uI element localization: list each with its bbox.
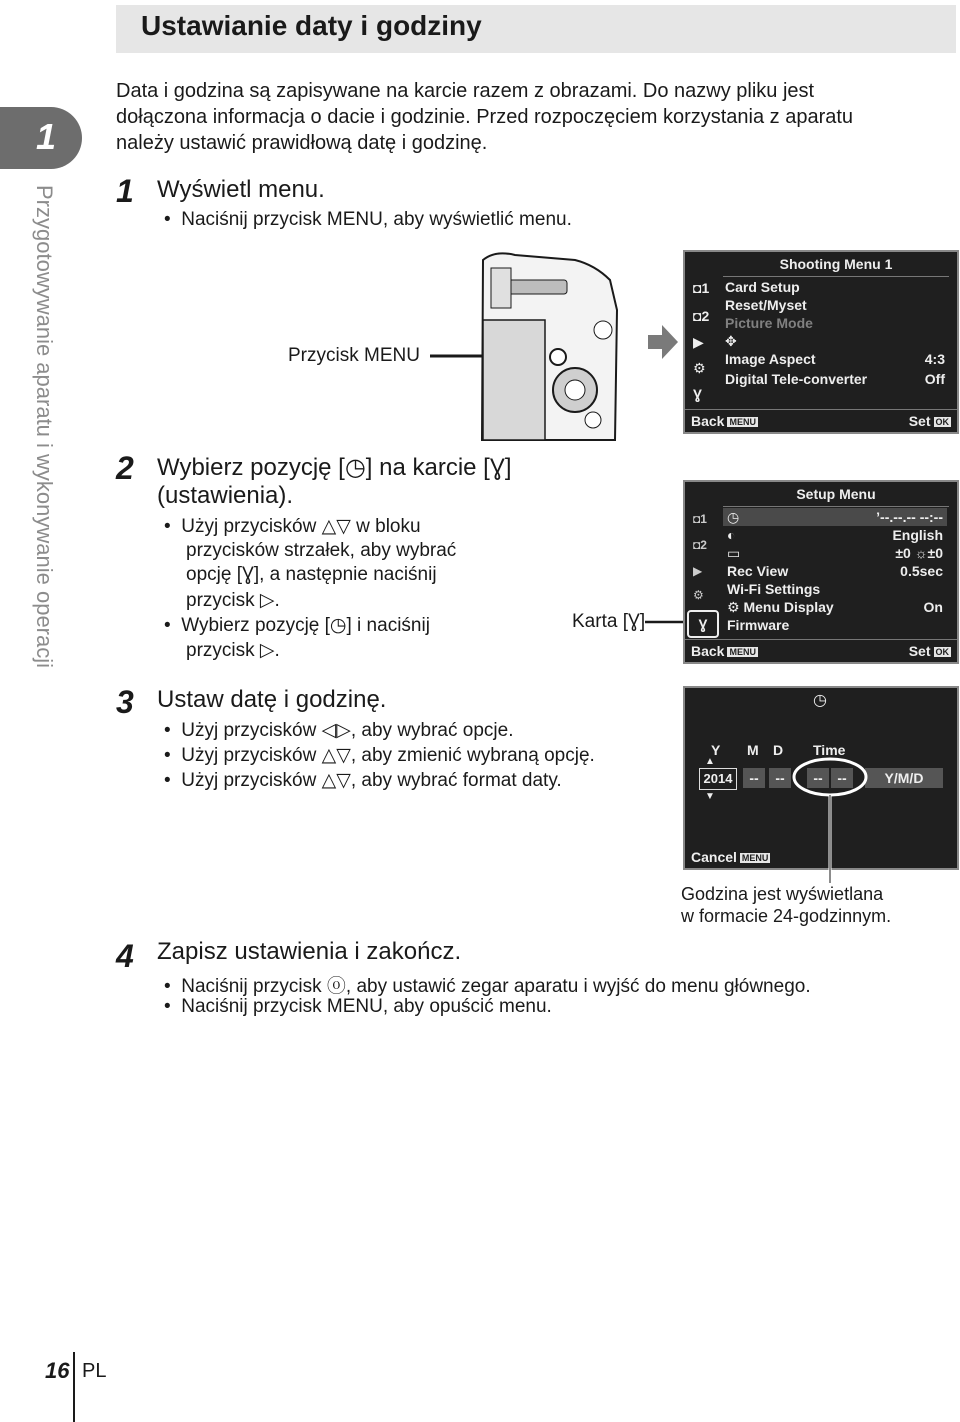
step-4-title: Zapisz ustawienia i zakończ. bbox=[157, 938, 462, 965]
step-3-bullet-2: • Użyj przycisków △▽, aby zmienić wybraną opcję. bbox=[164, 745, 595, 766]
arrow-right-icon bbox=[648, 325, 678, 359]
col-year: Y bbox=[711, 742, 721, 758]
clock-icon: ◷ bbox=[813, 692, 827, 709]
step-3-bullet-1-text: Użyj przycisków ◁▷, aby wybrać opcje. bbox=[181, 720, 514, 741]
step-3-number: 3 bbox=[116, 684, 134, 720]
step-2-bullet-1-line-2: przycisków strzałek, aby wybrać bbox=[186, 540, 457, 561]
tab-playback-icon[interactable]: ▶ bbox=[693, 564, 703, 578]
intro-line-2: dołączona informacja o dacie i godzinie. Przed rozpoczęciem korzystania z aparatu bbox=[116, 106, 854, 128]
col-time: Time bbox=[813, 742, 846, 758]
step-4-bullet-1-text: Naciśnij przycisk ⓞ, aby ustawić zegar aparatu i wyjść do menu głównego. bbox=[181, 976, 811, 997]
menu-item-rec-view[interactable]: Rec View bbox=[727, 563, 789, 579]
year-field[interactable]: 2014 bbox=[699, 768, 737, 790]
step-2-bullet-1: • Użyj przycisków △▽ w bloku bbox=[164, 516, 421, 537]
tab-custom[interactable]: ⚙ bbox=[693, 360, 706, 376]
tab-shooting-2[interactable]: ◘2 bbox=[693, 308, 710, 324]
step-3-bullet-3-text: Użyj przycisków △▽, aby wybrać format daty. bbox=[181, 770, 562, 791]
image-aspect-value: 4:3 bbox=[924, 351, 945, 367]
menu-button-label: Przycisk MENU bbox=[288, 345, 420, 366]
time-highlight-callout bbox=[790, 755, 870, 885]
shooting-menu-title: Shooting Menu 1 bbox=[723, 256, 949, 277]
back-label: Back bbox=[691, 413, 725, 429]
page-title: Ustawianie daty i godziny bbox=[141, 10, 482, 41]
step-2-number: 2 bbox=[116, 450, 134, 486]
menu-item-image-aspect[interactable]: Image Aspect bbox=[725, 351, 816, 367]
step-4-bullet-2: • Naciśnij przycisk MENU, aby opuścić menu. bbox=[164, 996, 552, 1017]
menu-button-circle bbox=[550, 349, 566, 365]
time-note-line-2: w formacie 24-godzinnym. bbox=[681, 906, 892, 926]
chevron-down-icon[interactable]: ▼ bbox=[705, 791, 715, 802]
minute-field[interactable]: -- bbox=[831, 768, 853, 788]
step-1-title: Wyświetl menu. bbox=[157, 176, 325, 203]
menu-item-digital-tele[interactable]: Digital Tele-converter bbox=[725, 371, 868, 387]
chevron-up-icon[interactable]: ▲ bbox=[705, 756, 715, 767]
menu-display-value: On bbox=[923, 599, 943, 615]
step-4-number: 4 bbox=[116, 938, 134, 974]
step-3-title: Ustaw datę i godzinę. bbox=[157, 686, 387, 713]
step-4-bullet-2-text: Naciśnij przycisk MENU, aby opuścić menu. bbox=[181, 996, 552, 1017]
tab-custom-icon[interactable]: ⚙ bbox=[693, 588, 704, 602]
step-3-bullet-3: • Użyj przycisków △▽, aby wybrać format daty. bbox=[164, 770, 562, 791]
setup-menu-screen bbox=[683, 480, 959, 664]
month-field[interactable]: -- bbox=[743, 768, 765, 788]
chapter-side-label bbox=[30, 185, 60, 805]
step-3-bullet-1: • Użyj przycisków ◁▷, aby wybrać opcje. bbox=[164, 720, 514, 741]
step-2-bullet-1-line-4: przycisk ▷. bbox=[186, 590, 280, 611]
step-2-title-line-2: (ustawienia). bbox=[157, 482, 294, 509]
set-label-setup: Set bbox=[908, 643, 931, 659]
menu-tag-setup: MENU bbox=[729, 647, 756, 658]
set-hint-setup[interactable] bbox=[909, 643, 951, 659]
step-1-number: 1 bbox=[116, 173, 134, 209]
monitor-adjust-value: ±0 ☼±0 bbox=[895, 545, 943, 561]
step-3-bullet-2-text: Użyj przycisków △▽, aby zmienić wybraną opcję. bbox=[181, 745, 595, 766]
setup-menu-title: Setup Menu bbox=[723, 486, 949, 507]
page-number: 16 bbox=[45, 1358, 70, 1383]
day-field[interactable]: -- bbox=[769, 768, 791, 788]
tab-shooting-1[interactable]: ◘1 bbox=[693, 280, 710, 296]
intro-line-1: Data i godzina są zapisywane na karcie razem z obrazami. Do nazwy pliku jest bbox=[116, 80, 815, 102]
cancel-hint[interactable] bbox=[691, 849, 770, 865]
ok-tag-setup: OK bbox=[935, 647, 949, 658]
menu-item-date-time-icon[interactable]: ◷ bbox=[727, 509, 740, 525]
col-day: D bbox=[773, 742, 784, 758]
time-note-line-1: Godzina jest wyświetlana bbox=[681, 884, 884, 904]
tab-setup-selected[interactable]: Ɣ bbox=[687, 610, 719, 638]
back-label-setup: Back bbox=[691, 643, 725, 659]
col-month: M bbox=[747, 742, 759, 758]
menu-tag-date: MENU bbox=[741, 853, 769, 864]
date-time-value: ’--.--.-- --:-- bbox=[876, 509, 943, 525]
menu-item-wifi-settings[interactable]: Wi-Fi Settings bbox=[727, 581, 821, 597]
date-format-field[interactable]: Y/M/D bbox=[865, 768, 943, 788]
step-1-bullet-text: Naciśnij przycisk MENU, aby wyświetlić menu. bbox=[181, 209, 572, 230]
step-2-bullet-1-line-3: opcję [Ɣ], a następnie naciśnij bbox=[186, 564, 437, 585]
set-hint[interactable] bbox=[909, 413, 951, 429]
time-highlight-ellipse bbox=[794, 759, 866, 795]
ok-tag: OK bbox=[935, 417, 949, 428]
menu-item-language-icon[interactable]: ◐ bbox=[727, 527, 736, 543]
digital-tele-value: Off bbox=[924, 371, 945, 387]
step-2-bullet-2-line-2: przycisk ▷. bbox=[186, 640, 280, 661]
menu-item-firmware[interactable]: Firmware bbox=[727, 617, 790, 633]
menu-item-menu-display[interactable]: ⚙ Menu Display bbox=[727, 599, 834, 615]
step-2-title-line-1: Wybierz pozycję [◷] na karcie [Ɣ] bbox=[157, 454, 512, 481]
tab-shooting-1-icon[interactable]: ◘1 bbox=[693, 512, 707, 526]
menu-item-reset-myset[interactable]: Reset/Myset bbox=[725, 297, 807, 313]
step-4-bullet-1: • Naciśnij przycisk ⓞ, aby ustawić zegar aparatu i wyjść do menu głównego. bbox=[164, 976, 811, 997]
menu-tag: MENU bbox=[729, 417, 756, 428]
step-2-bullet-2-line-1: Wybierz pozycję [◷] i naciśnij bbox=[181, 615, 430, 636]
step-2-bullet-1-line-1: Użyj przycisków △▽ w bloku bbox=[181, 516, 421, 537]
setup-menu-bottom-bar bbox=[685, 639, 957, 662]
camera-back-illustration bbox=[425, 250, 625, 445]
chapter-label-text: Przygotowywanie aparatu i wykonywanie operacji bbox=[32, 185, 57, 669]
language-value: English bbox=[892, 527, 943, 543]
rec-view-value: 0.5sec bbox=[900, 563, 943, 579]
hour-field[interactable]: -- bbox=[807, 768, 829, 788]
cancel-label: Cancel bbox=[691, 849, 737, 865]
intro-line-3: należy ustawić prawidłową datę i godzinę. bbox=[116, 132, 488, 154]
menu-item-image-quality[interactable]: ✥ bbox=[725, 333, 737, 349]
back-hint-setup[interactable] bbox=[691, 643, 758, 659]
card-tab-label: Karta [Ɣ] bbox=[572, 611, 646, 632]
footer-divider bbox=[73, 1352, 75, 1422]
chapter-number: 1 bbox=[36, 116, 57, 157]
step-1-bullet: • Naciśnij przycisk MENU, aby wyświetlić menu. bbox=[164, 209, 572, 230]
tab-playback[interactable]: ▶ bbox=[693, 334, 704, 350]
step-2-bullet-2: • Wybierz pozycję [◷] i naciśnij bbox=[164, 615, 430, 636]
menu-item-card-setup[interactable]: Card Setup bbox=[725, 279, 800, 295]
card-tab-pointer bbox=[645, 600, 685, 640]
shooting-menu-bottom-bar bbox=[685, 409, 957, 432]
shooting-menu-screen bbox=[683, 250, 959, 434]
back-hint[interactable] bbox=[691, 413, 758, 429]
tab-setup[interactable]: Ɣ bbox=[693, 386, 702, 402]
language-code: PL bbox=[82, 1360, 107, 1382]
tab-shooting-2-icon[interactable]: ◘2 bbox=[693, 538, 707, 552]
set-label: Set bbox=[908, 413, 931, 429]
menu-item-monitor-adjust-icon[interactable]: ▭ bbox=[727, 545, 741, 561]
menu-item-picture-mode[interactable]: Picture Mode bbox=[725, 315, 813, 331]
